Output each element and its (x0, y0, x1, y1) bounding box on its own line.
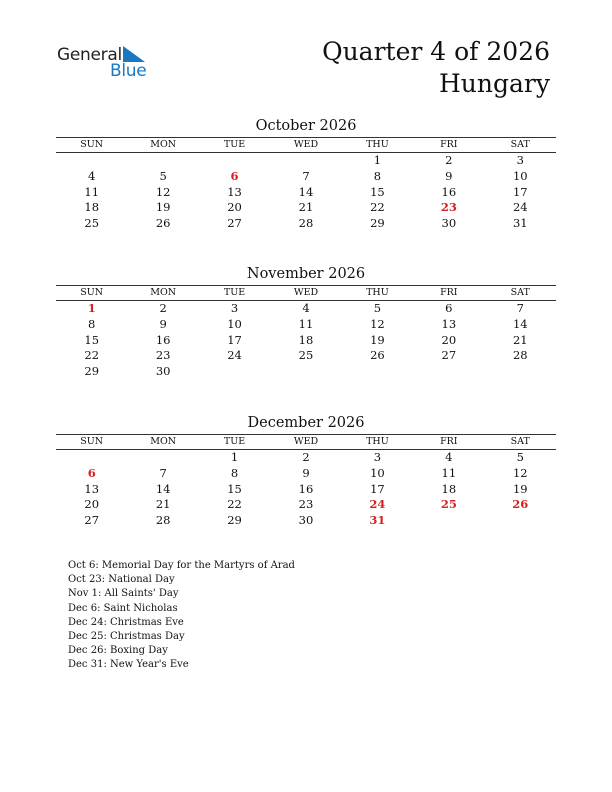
day-cell: 6 (230, 168, 239, 183)
empty-day-cell (127, 153, 198, 169)
month-title: October 2026 (255, 118, 357, 134)
day-cell: 18 (441, 481, 457, 496)
weekday-header: FRI (413, 435, 484, 450)
holiday-list (68, 559, 295, 673)
week-row (56, 466, 556, 482)
day-cell: 5 (516, 450, 524, 464)
day-cell: 7 (159, 465, 167, 480)
day-cell: 26 (370, 348, 385, 363)
empty-day-cell (485, 364, 556, 380)
day-cell: 8 (373, 168, 382, 183)
day-cell: 24 (512, 200, 528, 215)
day-cell: 19 (155, 200, 171, 215)
page-title (322, 36, 550, 100)
day-cell: 31 (512, 216, 528, 231)
day-cell: 2 (159, 301, 167, 315)
logo-triangle-icon (123, 46, 147, 62)
weekday-header: SAT (485, 138, 556, 153)
day-cell: 5 (159, 168, 167, 183)
week-row (56, 482, 556, 498)
day-cell: 1 (373, 153, 382, 167)
week-row (56, 513, 556, 529)
day-cell: 9 (445, 168, 453, 183)
day-cell: 4 (302, 301, 310, 315)
empty-day-cell (413, 364, 484, 380)
day-cell: 23 (155, 348, 171, 363)
day-cell: 13 (441, 316, 457, 331)
day-cell: 21 (512, 332, 528, 347)
week-row (56, 450, 556, 466)
week-row (56, 317, 556, 333)
day-cell: 17 (512, 184, 528, 199)
day-cell: 20 (227, 200, 242, 215)
day-cell: 16 (441, 184, 457, 199)
empty-day-cell (56, 153, 127, 169)
calendar-body (56, 301, 556, 380)
day-cell: 27 (84, 513, 100, 528)
day-cell: 14 (298, 184, 314, 199)
empty-day-cell (413, 513, 484, 529)
holiday-item: Dec 24: Christmas Eve (68, 616, 184, 628)
weekday-header: SAT (485, 435, 556, 450)
day-cell: 17 (370, 481, 385, 496)
weekday-header: WED (270, 435, 341, 450)
day-cell: 12 (512, 465, 528, 480)
holiday-item: Nov 1: All Saints' Day (68, 588, 179, 600)
week-row (56, 153, 556, 169)
holiday-item: Dec 6: Saint Nicholas (68, 602, 178, 614)
week-row (56, 497, 556, 513)
day-cell: 9 (159, 316, 167, 331)
weekday-header: FRI (413, 286, 484, 301)
day-cell: 22 (84, 348, 100, 363)
day-cell: 19 (512, 481, 528, 496)
day-cell: 18 (84, 200, 100, 215)
day-cell: 7 (302, 168, 310, 183)
empty-day-cell (342, 364, 413, 380)
day-cell: 15 (84, 332, 100, 347)
day-cell: 10 (227, 316, 242, 331)
empty-day-cell (270, 153, 341, 169)
holiday-item: Dec 26: Boxing Day (68, 645, 168, 657)
day-cell: 25 (298, 348, 314, 363)
weekday-header: SUN (56, 286, 127, 301)
month-calendar (56, 117, 556, 232)
day-cell: 1 (230, 450, 239, 464)
day-cell: 25 (84, 216, 100, 231)
day-cell: 22 (227, 497, 242, 512)
day-cell: 14 (155, 481, 171, 496)
day-cell: 16 (155, 332, 171, 347)
day-cell: 28 (298, 216, 314, 231)
day-cell: 16 (298, 481, 314, 496)
day-cell: 14 (512, 316, 528, 331)
calendar-body (56, 450, 556, 529)
day-cell: 22 (370, 200, 385, 215)
weekday-header: TUE (199, 138, 270, 153)
day-cell: 13 (84, 481, 100, 496)
empty-day-cell (56, 450, 127, 466)
weekday-header: THU (342, 286, 413, 301)
calendar-table (56, 434, 556, 529)
day-cell: 30 (155, 364, 171, 379)
calendar-table (56, 137, 556, 232)
empty-day-cell (270, 364, 341, 380)
day-cell: 6 (445, 301, 453, 315)
day-cell: 21 (155, 497, 171, 512)
day-cell: 8 (88, 316, 96, 331)
day-cell: 28 (512, 348, 528, 363)
day-cell: 30 (298, 513, 314, 528)
empty-day-cell (199, 153, 270, 169)
title-country: Hungary (439, 69, 550, 98)
week-row (56, 301, 556, 317)
empty-day-cell (199, 364, 270, 380)
day-cell: 12 (370, 316, 385, 331)
day-cell: 17 (227, 332, 242, 347)
day-cell: 10 (512, 168, 528, 183)
day-cell: 3 (373, 450, 382, 464)
calendar-table (56, 285, 556, 380)
calendar-body (56, 153, 556, 232)
weekday-header: SAT (485, 286, 556, 301)
weekday-header: SUN (56, 435, 127, 450)
weekday-header: SUN (56, 138, 127, 153)
weekday-header: TUE (199, 286, 270, 301)
weekday-header: THU (342, 435, 413, 450)
day-cell: 4 (445, 450, 453, 464)
week-row (56, 333, 556, 349)
day-cell: 31 (369, 513, 386, 528)
day-cell: 29 (84, 364, 100, 379)
day-cell: 3 (516, 153, 524, 167)
day-cell: 29 (370, 216, 385, 231)
day-cell: 20 (441, 332, 457, 347)
weekday-header: FRI (413, 138, 484, 153)
logo-word-blue: Blue (110, 61, 147, 81)
week-row (56, 185, 556, 201)
day-cell: 23 (298, 497, 314, 512)
day-cell: 25 (440, 497, 457, 512)
week-row (56, 200, 556, 216)
day-cell: 23 (440, 200, 457, 215)
logo (57, 43, 157, 83)
day-cell: 12 (155, 184, 171, 199)
week-row (56, 216, 556, 232)
weekday-header: MON (127, 286, 198, 301)
weekday-header-row (56, 435, 556, 450)
weekday-header-row (56, 138, 556, 153)
day-cell: 15 (227, 481, 242, 496)
weekday-header: MON (127, 138, 198, 153)
day-cell: 26 (512, 497, 529, 512)
day-cell: 27 (441, 348, 457, 363)
day-cell: 24 (227, 348, 242, 363)
weekday-header: WED (270, 138, 341, 153)
day-cell: 18 (298, 332, 314, 347)
day-cell: 13 (227, 184, 242, 199)
month-title: December 2026 (247, 415, 365, 431)
empty-day-cell (127, 450, 198, 466)
day-cell: 3 (230, 301, 239, 315)
day-cell: 4 (88, 168, 96, 183)
day-cell: 8 (230, 465, 239, 480)
month-calendar (56, 265, 556, 380)
week-row (56, 364, 556, 380)
day-cell: 26 (155, 216, 171, 231)
weekday-header: WED (270, 286, 341, 301)
day-cell: 21 (298, 200, 314, 215)
holiday-item: Oct 23: National Day (68, 574, 175, 586)
day-cell: 7 (516, 301, 524, 315)
holiday-item: Oct 6: Memorial Day for the Martyrs of Arad (68, 560, 295, 571)
month-calendar (56, 414, 556, 529)
day-cell: 11 (441, 465, 457, 480)
day-cell: 10 (370, 465, 385, 480)
weekday-header: TUE (199, 435, 270, 450)
day-cell: 29 (227, 513, 242, 528)
day-cell: 11 (84, 184, 100, 199)
title-quarter: Quarter 4 of 2026 (322, 37, 550, 66)
holiday-item: Dec 31: New Year's Eve (68, 659, 189, 671)
weekday-header: THU (342, 138, 413, 153)
weekday-header-row (56, 286, 556, 301)
day-cell: 24 (369, 497, 386, 512)
day-cell: 2 (302, 450, 310, 464)
weekday-header: MON (127, 435, 198, 450)
day-cell: 1 (87, 301, 96, 315)
day-cell: 28 (155, 513, 171, 528)
day-cell: 6 (87, 465, 96, 480)
day-cell: 19 (370, 332, 385, 347)
day-cell: 2 (445, 153, 453, 167)
day-cell: 30 (441, 216, 457, 231)
month-title: November 2026 (246, 266, 366, 282)
holiday-item: Dec 25: Christmas Day (68, 631, 185, 643)
week-row (56, 169, 556, 185)
week-row (56, 348, 556, 364)
day-cell: 9 (302, 465, 310, 480)
day-cell: 27 (227, 216, 242, 231)
day-cell: 20 (84, 497, 100, 512)
day-cell: 15 (370, 184, 385, 199)
empty-day-cell (485, 513, 556, 529)
logo-word-general: General (57, 45, 122, 65)
day-cell: 5 (373, 301, 382, 315)
day-cell: 11 (298, 316, 314, 331)
